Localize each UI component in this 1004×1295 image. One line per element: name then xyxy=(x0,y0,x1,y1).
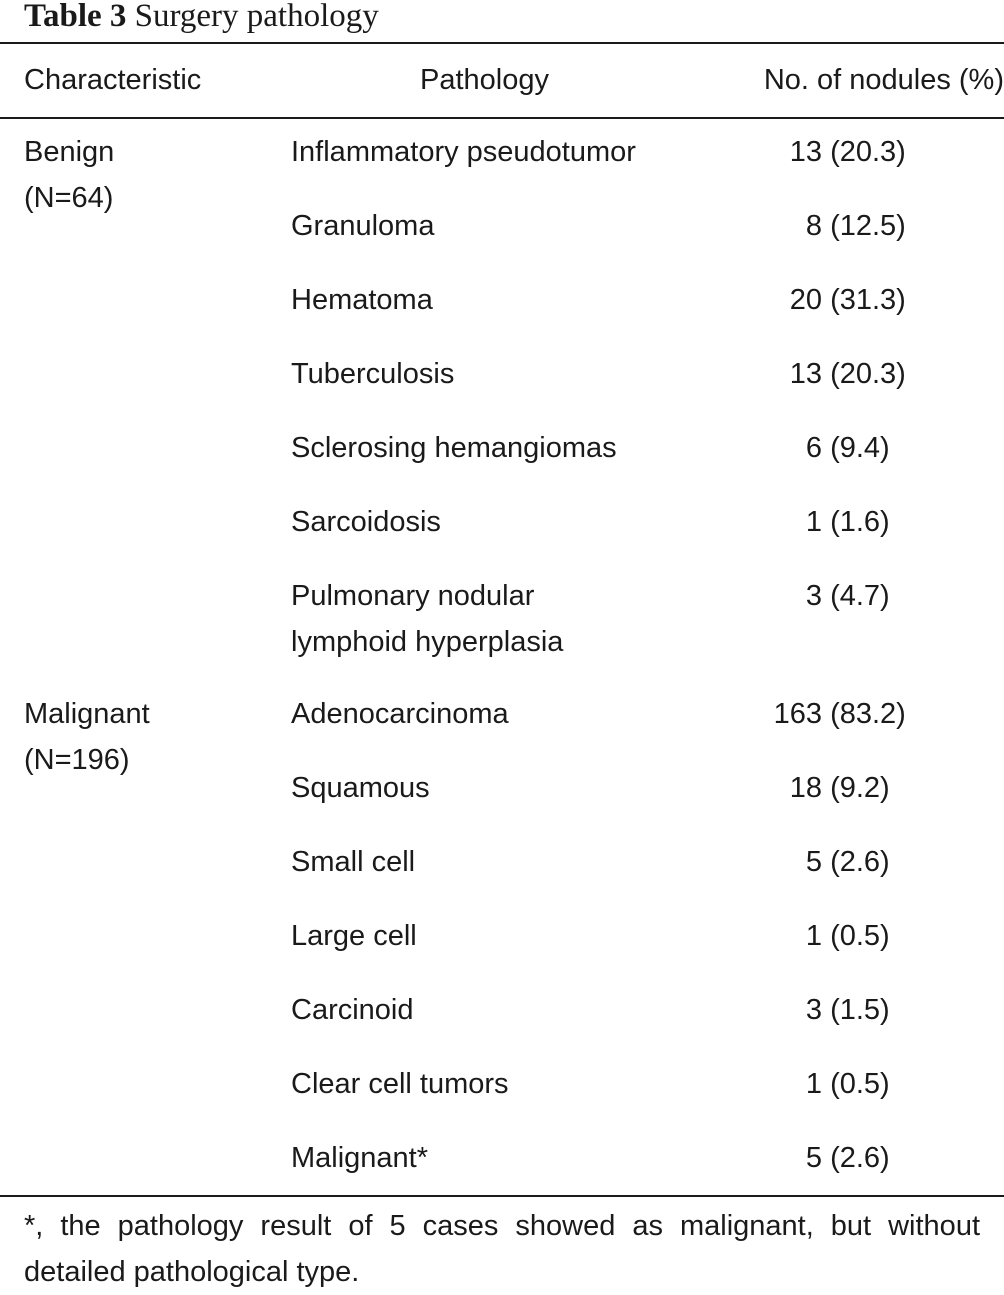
table-caption xyxy=(24,0,379,34)
pathology-cell xyxy=(291,691,721,737)
table-row xyxy=(0,425,1004,471)
nodules-percent: (2.6) xyxy=(830,846,890,878)
pathology-text: Sclerosing hemangiomas xyxy=(291,432,617,464)
nodules-count: 13 xyxy=(789,358,822,390)
pathology-cell xyxy=(291,1061,721,1107)
nodules-value xyxy=(760,425,890,471)
table-row xyxy=(0,203,1004,249)
nodules-count: 163 xyxy=(773,698,822,730)
nodules-count: 6 xyxy=(805,432,822,464)
table-row xyxy=(0,351,1004,397)
nodules-count: 3 xyxy=(805,994,822,1026)
pathology-text: Carcinoid xyxy=(291,994,414,1026)
nodules-percent: (9.4) xyxy=(830,432,890,464)
pathology-cell xyxy=(291,499,721,545)
nodules-count: 5 xyxy=(805,846,822,878)
pathology-text: Squamous xyxy=(291,772,430,804)
pathology-text: Malignant* xyxy=(291,1142,429,1174)
table-title: Surgery pathology xyxy=(134,0,379,34)
group-count: (N=196) xyxy=(24,744,130,776)
nodules-cell xyxy=(760,277,922,323)
header-pathology: Pathology xyxy=(420,64,549,96)
pathology-text: Hematoma xyxy=(291,284,433,316)
bottom-rule xyxy=(0,1195,1004,1197)
nodules-percent: (12.5) xyxy=(830,210,906,242)
table-row xyxy=(0,129,1004,175)
nodules-percent: (83.2) xyxy=(830,698,906,730)
table-row xyxy=(0,277,1004,323)
pathology-cell xyxy=(291,573,721,665)
nodules-value xyxy=(760,129,906,175)
nodules-value xyxy=(760,1061,890,1107)
header-characteristic: Characteristic xyxy=(24,64,202,96)
pathology-cell xyxy=(291,987,721,1033)
nodules-count: 18 xyxy=(789,772,822,804)
nodules-cell xyxy=(760,1135,922,1181)
nodules-value xyxy=(760,277,906,323)
pathology-cell xyxy=(291,203,721,249)
header-rule xyxy=(0,117,1004,119)
nodules-percent: (1.6) xyxy=(830,506,890,538)
nodules-cell xyxy=(760,129,922,175)
pathology-cell xyxy=(291,277,721,323)
nodules-value xyxy=(760,839,890,885)
nodules-value xyxy=(760,913,890,959)
nodules-value xyxy=(760,1135,890,1181)
table-row xyxy=(0,573,1004,658)
nodules-cell xyxy=(760,499,922,545)
nodules-percent: (9.2) xyxy=(830,772,890,804)
table-label: Table 3 xyxy=(24,0,127,34)
nodules-percent: (31.3) xyxy=(830,284,906,316)
nodules-count: 8 xyxy=(805,210,822,242)
table-row xyxy=(0,1061,1004,1107)
nodules-cell xyxy=(760,691,922,737)
nodules-percent: (0.5) xyxy=(830,920,890,952)
nodules-count: 1 xyxy=(805,920,822,952)
nodules-percent: (2.6) xyxy=(830,1142,890,1174)
pathology-cell xyxy=(291,351,721,397)
nodules-cell xyxy=(760,425,922,471)
nodules-value xyxy=(760,573,890,619)
nodules-cell xyxy=(760,987,922,1033)
table-row xyxy=(0,987,1004,1033)
nodules-cell xyxy=(760,573,922,619)
nodules-value xyxy=(760,691,906,737)
pathology-cell xyxy=(291,1135,721,1181)
header-nodules: No. of nodules (%) xyxy=(763,64,1004,96)
nodules-value xyxy=(760,765,890,811)
pathology-text: Tuberculosis xyxy=(291,358,455,390)
nodules-cell xyxy=(760,203,922,249)
nodules-value xyxy=(760,203,906,249)
nodules-cell xyxy=(760,1061,922,1107)
nodules-value xyxy=(760,351,906,397)
nodules-percent: (4.7) xyxy=(830,580,890,612)
pathology-cell xyxy=(291,913,721,959)
pathology-cell xyxy=(291,839,721,885)
top-rule xyxy=(0,42,1004,44)
nodules-percent: (1.5) xyxy=(830,994,890,1026)
pathology-text: Granuloma xyxy=(291,210,435,242)
pathology-text: Large cell xyxy=(291,920,417,952)
footnote: *, the pathology result of 5 cases showed as malignant, but without detailed pathological type. xyxy=(24,1210,980,1288)
table-row xyxy=(0,913,1004,959)
nodules-value xyxy=(760,987,890,1033)
pathology-text: Pulmonary nodular xyxy=(291,580,535,612)
group-name: Malignant xyxy=(24,698,150,730)
table-row xyxy=(0,765,1004,811)
nodules-percent: (20.3) xyxy=(830,358,906,390)
nodules-count: 5 xyxy=(805,1142,822,1174)
group-name: Benign xyxy=(24,136,115,168)
nodules-count: 1 xyxy=(805,1068,822,1100)
pathology-text: Clear cell tumors xyxy=(291,1068,509,1100)
pathology-text: Inflammatory pseudotumor xyxy=(291,136,636,168)
nodules-cell xyxy=(760,913,922,959)
pathology-text: Small cell xyxy=(291,846,416,878)
nodules-count: 13 xyxy=(789,136,822,168)
pathology-cell xyxy=(291,765,721,811)
nodules-percent: (0.5) xyxy=(830,1068,890,1100)
pathology-cell xyxy=(291,425,721,471)
nodules-percent: (20.3) xyxy=(830,136,906,168)
nodules-cell xyxy=(760,351,922,397)
table-row xyxy=(0,499,1004,545)
table-row xyxy=(0,1135,1004,1181)
table-row xyxy=(0,839,1004,885)
nodules-count: 1 xyxy=(805,506,822,538)
nodules-value xyxy=(760,499,890,545)
nodules-cell xyxy=(760,839,922,885)
nodules-count: 3 xyxy=(805,580,822,612)
pathology-cell xyxy=(291,129,721,175)
group-count: (N=64) xyxy=(24,182,114,214)
table-row xyxy=(0,691,1004,737)
pathology-text: Sarcoidosis xyxy=(291,506,441,538)
pathology-text: Adenocarcinoma xyxy=(291,698,509,730)
nodules-count: 20 xyxy=(789,284,822,316)
nodules-cell xyxy=(760,765,922,811)
pathology-text: lymphoid hyperplasia xyxy=(291,626,564,658)
